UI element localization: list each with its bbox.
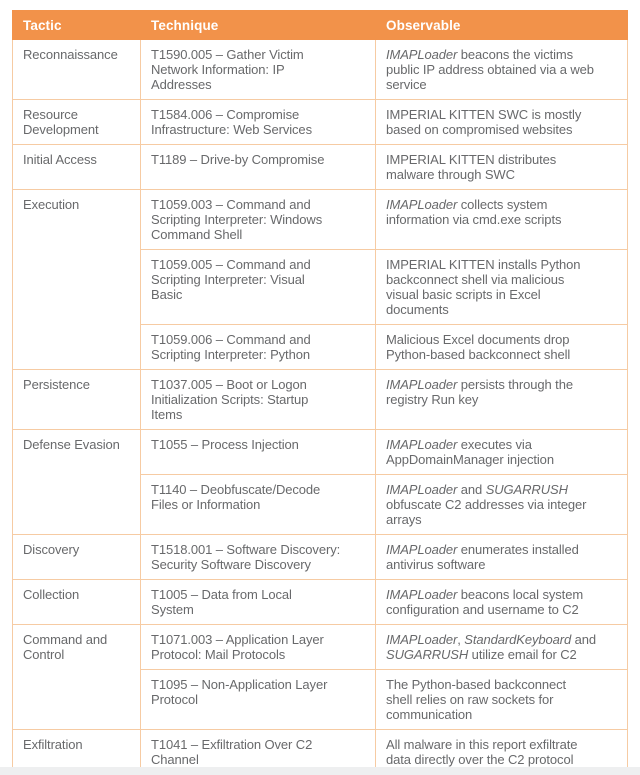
observable-text: , [457,632,465,647]
malware-name: StandardKeyboard [464,632,572,647]
observable-text: executes via AppDomainManager injection [386,437,554,467]
observable-text: enumerates installed antivirus software [386,542,579,572]
observable-text: beacons local system configuration and username to C2 [386,587,584,617]
malware-name: IMAPLoader [386,197,458,212]
observable-text: IMPERIAL KITTEN SWC is mostly based on compromised websites [386,107,582,137]
observable-text: and [574,632,597,647]
observable-text: beacons the victims public IP address obtained via a web service [386,47,594,92]
table-row [13,145,628,190]
observable-cell [376,430,628,475]
observable-text: persists through the registry Run key [386,377,573,407]
table-row [13,580,628,625]
technique-cell: T1041 – Exfiltration Over C2 Channel [141,730,376,775]
observable-text: collects system information via cmd.exe scripts [386,197,562,227]
table-row [13,190,628,250]
header-row [13,11,628,40]
observable-cell [376,580,628,625]
tactic-cell: Reconnaissance [13,40,141,100]
malware-name: IMAPLoader [386,542,458,557]
observable-cell [376,145,628,190]
tactic-cell: Command and Control [13,625,141,730]
column-header-tactic: Tactic [13,11,141,40]
technique-cell: T1189 – Drive-by Compromise [141,145,376,190]
tactic-cell: Initial Access [13,145,141,190]
observable-cell [376,370,628,430]
column-header-observable: Observable [376,11,628,40]
observable-text: IMPERIAL KITTEN distributes malware through SWC [386,152,557,182]
technique-cell: T1059.003 – Command and Scripting Interpreter: Windows Command Shell [141,190,376,250]
technique-cell: T1584.006 – Compromise Infrastructure: Web Services [141,100,376,145]
malware-name: IMAPLoader [386,437,458,452]
technique-cell: T1059.006 – Command and Scripting Interpreter: Python [141,325,376,370]
malware-name: SUGARRUSH [386,647,469,662]
observable-cell [376,535,628,580]
technique-cell: T1005 – Data from Local System [141,580,376,625]
observable-cell [376,100,628,145]
observable-cell [376,625,628,670]
observable-text: All malware in this report exfiltrate data directly over the C2 protocol [386,737,578,767]
table-row [13,100,628,145]
page-bottom-strip [0,767,640,775]
tactic-cell: Persistence [13,370,141,430]
observable-text: The Python-based backconnect shell relies on raw sockets for communication [386,677,567,722]
malware-name: IMAPLoader [386,632,458,647]
technique-cell: T1095 – Non-Application Layer Protocol [141,670,376,730]
table-body [13,40,628,775]
observable-cell [376,250,628,325]
observable-cell [376,670,628,730]
column-header-technique: Technique [141,11,376,40]
tactic-cell: Discovery [13,535,141,580]
observable-text: obfuscate C2 addresses via integer arrays [386,497,587,527]
technique-cell: T1518.001 – Software Discovery: Security Software Discovery [141,535,376,580]
technique-cell: T1071.003 – Application Layer Protocol: Mail Protocols [141,625,376,670]
malware-name: IMAPLoader [386,482,458,497]
ttp-table [12,10,628,775]
tactic-cell: Collection [13,580,141,625]
table-row [13,625,628,670]
technique-cell: T1590.005 – Gather Victim Network Information: IP Addresses [141,40,376,100]
technique-cell: T1037.005 – Boot or Logon Initialization Scripts: Startup Items [141,370,376,430]
tactic-cell: Resource Development [13,100,141,145]
malware-name: IMAPLoader [386,377,458,392]
table-row [13,535,628,580]
observable-cell [376,475,628,535]
observable-cell [376,40,628,100]
malware-name: SUGARRUSH [485,482,568,497]
malware-name: IMAPLoader [386,587,458,602]
observable-text: and [457,482,486,497]
observable-text: utilize email for C2 [468,647,577,662]
observable-cell [376,325,628,370]
observable-cell [376,190,628,250]
tactic-cell: Exfiltration [13,730,141,775]
technique-cell: T1059.005 – Command and Scripting Interpreter: Visual Basic [141,250,376,325]
table-header [13,11,628,40]
observable-text: Malicious Excel documents drop Python-based backconnect shell [386,332,571,362]
technique-cell: T1140 – Deobfuscate/Decode Files or Information [141,475,376,535]
tactic-cell: Defense Evasion [13,430,141,535]
tactic-cell: Execution [13,190,141,370]
table-row [13,370,628,430]
malware-name: IMAPLoader [386,47,458,62]
technique-cell: T1055 – Process Injection [141,430,376,475]
observable-text: IMPERIAL KITTEN installs Python backconnect shell via malicious visual basic scripts in Excel documents [386,257,581,317]
table-row [13,40,628,100]
table-row [13,430,628,475]
